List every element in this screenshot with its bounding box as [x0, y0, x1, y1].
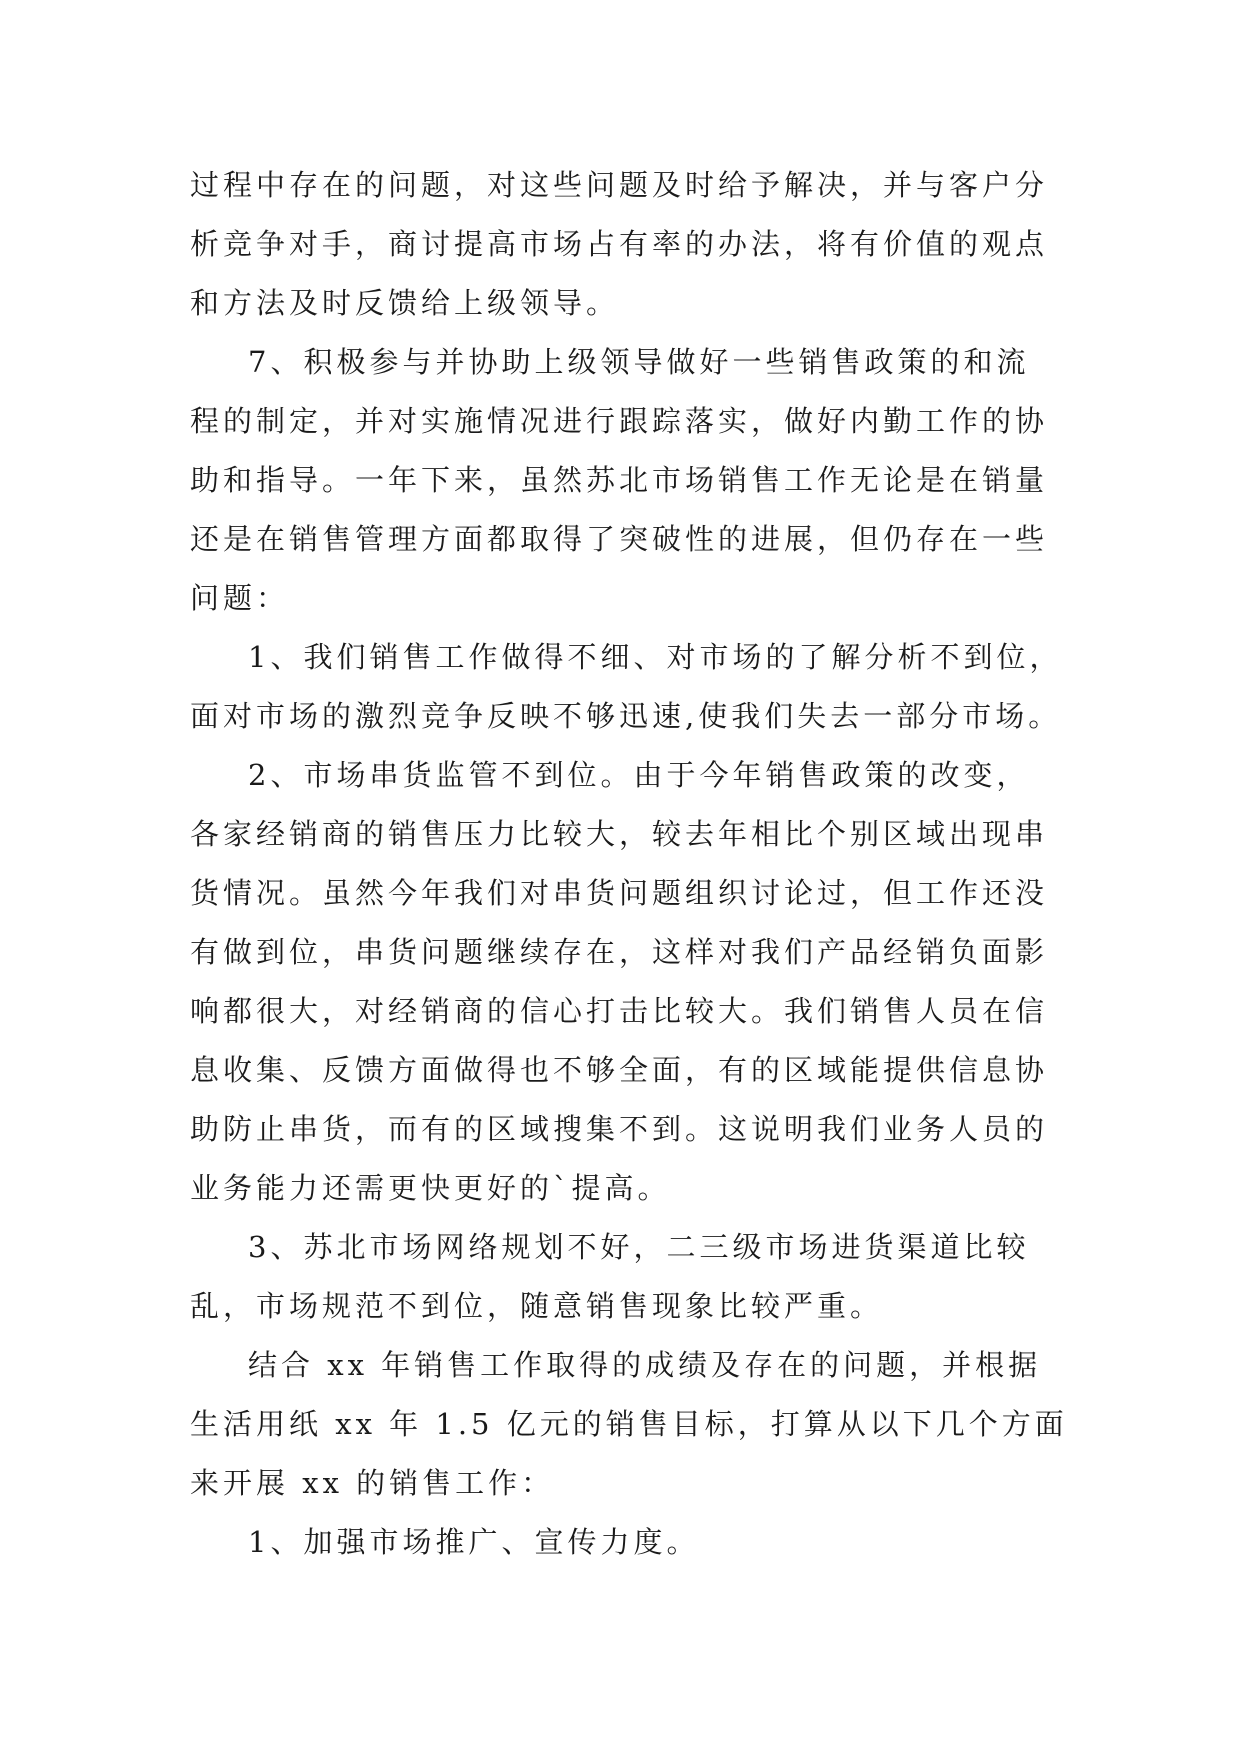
- text-line: 有做到位，串货问题继续存在，这样对我们产品经销负面影: [190, 935, 1049, 969]
- text-line: 1、我们销售工作做得不细、对市场的了解分析不到位，: [248, 640, 1063, 674]
- text-line: 3、苏北市场网络规划不好，二三级市场进货渠道比较: [248, 1230, 1030, 1264]
- text-line: 各家经销商的销售压力比较大，较去年相比个别区域出现串: [190, 817, 1049, 851]
- text-line: 息收集、反馈方面做得也不够全面，有的区域能提供信息协: [190, 1053, 1049, 1087]
- text-line: 过程中存在的问题，对这些问题及时给予解决，并与客户分: [190, 168, 1049, 202]
- text-line: 货情况。虽然今年我们对串货问题组织讨论过，但工作还没: [190, 876, 1049, 910]
- text-line: 乱，市场规范不到位，随意销售现象比较严重。: [190, 1289, 884, 1323]
- text-line: 和方法及时反馈给上级领导。: [190, 286, 620, 320]
- text-line: 程的制定，并对实施情况进行跟踪落实，做好内勤工作的协: [190, 404, 1049, 438]
- text-line: 响都很大，对经销商的信心打击比较大。我们销售人员在信: [190, 994, 1049, 1028]
- text-line: 7、积极参与并协助上级领导做好一些销售政策的和流: [248, 345, 1030, 379]
- body-text: [190, 156, 1068, 1572]
- text-line: 析竞争对手，商讨提高市场占有率的办法，将有价值的观点: [190, 227, 1049, 261]
- text-line: 来开展 xx 的销售工作：: [190, 1466, 555, 1500]
- text-line: 结合 xx 年销售工作取得的成绩及存在的问题，并根据: [248, 1348, 1042, 1382]
- text-line: 问题：: [190, 581, 290, 615]
- text-line: 业务能力还需更快更好的`提高。: [190, 1171, 671, 1205]
- text-line: 1、加强市场推广、宣传力度。: [248, 1525, 700, 1559]
- text-line: 2、市场串货监管不到位。由于今年销售政策的改变，: [248, 758, 1030, 792]
- text-line: 助防止串货，而有的区域搜集不到。这说明我们业务人员的: [190, 1112, 1049, 1146]
- text-line: 生活用纸 xx 年 1.5 亿元的销售目标，打算从以下几个方面: [190, 1407, 1068, 1441]
- text-line: 还是在销售管理方面都取得了突破性的进展，但仍存在一些: [190, 522, 1049, 556]
- text-line: 面对市场的激烈竞争反映不够迅速,使我们失去一部分市场。: [190, 699, 1062, 733]
- text-line: 助和指导。一年下来，虽然苏北市场销售工作无论是在销量: [190, 463, 1049, 497]
